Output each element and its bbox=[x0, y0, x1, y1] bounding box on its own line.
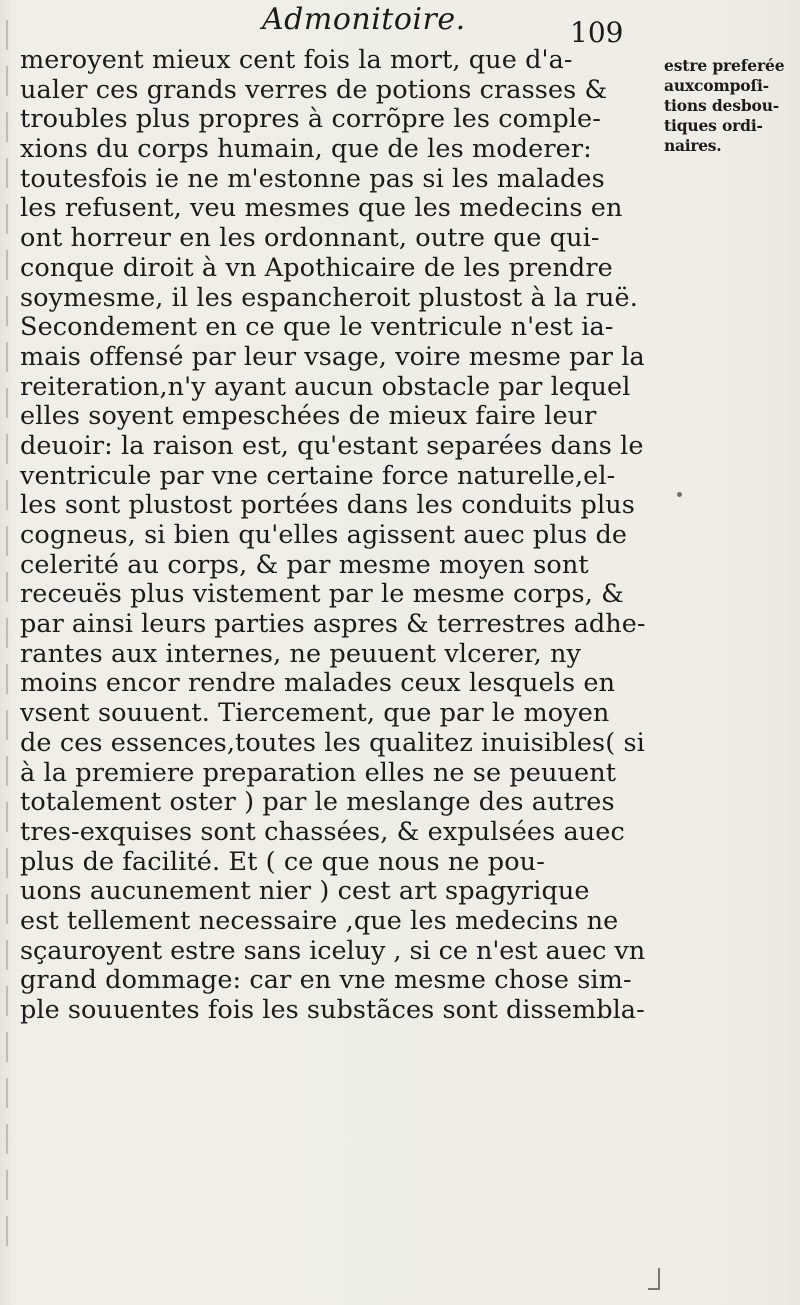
margin-note-line: auxcompoſi- bbox=[664, 76, 769, 95]
text-line: deuoir: la raison est, qu'estant separées dans le bbox=[20, 430, 644, 461]
text-line: vsent souuent. Tiercement, que par le moyen bbox=[20, 698, 610, 729]
text-line: sçauroyent estre sans iceluy , si ce n'est auec vn bbox=[20, 935, 646, 966]
margin-note-line: tiques ordi- bbox=[664, 116, 763, 135]
page-number: 109 bbox=[570, 16, 624, 49]
text-line: xions du corps humain, que de les moderer: bbox=[20, 134, 592, 165]
body-text bbox=[20, 46, 645, 1026]
text-line: les refusent, veu mesmes que les medecins en bbox=[20, 193, 623, 224]
text-line: elles soyent empeschées de mieux faire leur bbox=[20, 401, 597, 432]
text-line: par ainsi leurs parties aspres & terrestres adhe- bbox=[20, 609, 646, 640]
text-line: troubles plus propres à corrõpre les comple- bbox=[20, 104, 601, 135]
text-line: cogneus, si bien qu'elles agissent auec plus de bbox=[20, 520, 628, 550]
text-line: ple souuentes fois les substãces sont dissembla- bbox=[20, 995, 645, 1025]
text-line: celerité au corps, & par mesme moyen sont bbox=[20, 549, 589, 580]
text-line: Secondement en ce que le ventricule n'est ia- bbox=[20, 312, 614, 343]
text-line: grand dommage: car en vne mesme chose sim- bbox=[20, 965, 632, 996]
text-line: uons aucunement nier ) cest art spagyrique bbox=[20, 876, 590, 907]
text-line: de ces essences,toutes les qualitez inuisibles( si bbox=[20, 727, 645, 758]
margin-note-line: estre preferée bbox=[664, 56, 785, 75]
text-line: est tellement necessaire ,que les medecins ne bbox=[20, 905, 619, 936]
text-line: mais offensé par leur vsage, voire mesme par la bbox=[20, 341, 645, 372]
text-line: rantes aux internes, ne peuuent vlcerer, ny bbox=[20, 638, 582, 669]
text-line: soymesme, il les espancheroit plustost à la ruë. bbox=[20, 282, 638, 313]
text-line: plus de facilité. Et ( ce que nous ne pou- bbox=[20, 846, 545, 877]
text-line: meroyent mieux cent fois la mort, que d'a- bbox=[20, 45, 573, 75]
ink-speck bbox=[677, 492, 682, 497]
page-corner-mark bbox=[648, 1268, 660, 1290]
text-line: receuës plus vistement par le mesme corps, & bbox=[20, 579, 624, 610]
text-line: ualer ces grands verres de potions crasses & bbox=[20, 74, 608, 105]
text-line: toutesfois ie ne m'estonne pas si les malades bbox=[20, 163, 605, 194]
margin-note bbox=[664, 56, 800, 156]
running-title: Admonitoire. bbox=[262, 2, 466, 37]
page-header bbox=[0, 0, 800, 48]
text-line: à la premiere preparation elles ne se peuuent bbox=[20, 757, 617, 788]
text-line: reiteration,n'y ayant aucun obstacle par lequel bbox=[20, 371, 631, 402]
text-line: ventricule par vne certaine force naturelle,el- bbox=[20, 460, 616, 491]
margin-note-line: naires. bbox=[664, 136, 722, 155]
text-line: tres-exquises sont chassées, & expulsées auec bbox=[20, 816, 625, 847]
text-line: les sont plustost portées dans les conduits plus bbox=[20, 490, 635, 521]
margin-note-line: tions desbou- bbox=[664, 96, 780, 115]
text-line: moins encor rendre malades ceux lesquels en bbox=[20, 668, 616, 699]
text-line: totalement oster ) par le meslange des autres bbox=[20, 787, 615, 818]
binding-gutter bbox=[6, 20, 8, 1250]
text-line: conque diroit à vn Apothicaire de les prendre bbox=[20, 252, 613, 283]
text-line: ont horreur en les ordonnant, outre que qui- bbox=[20, 223, 600, 254]
